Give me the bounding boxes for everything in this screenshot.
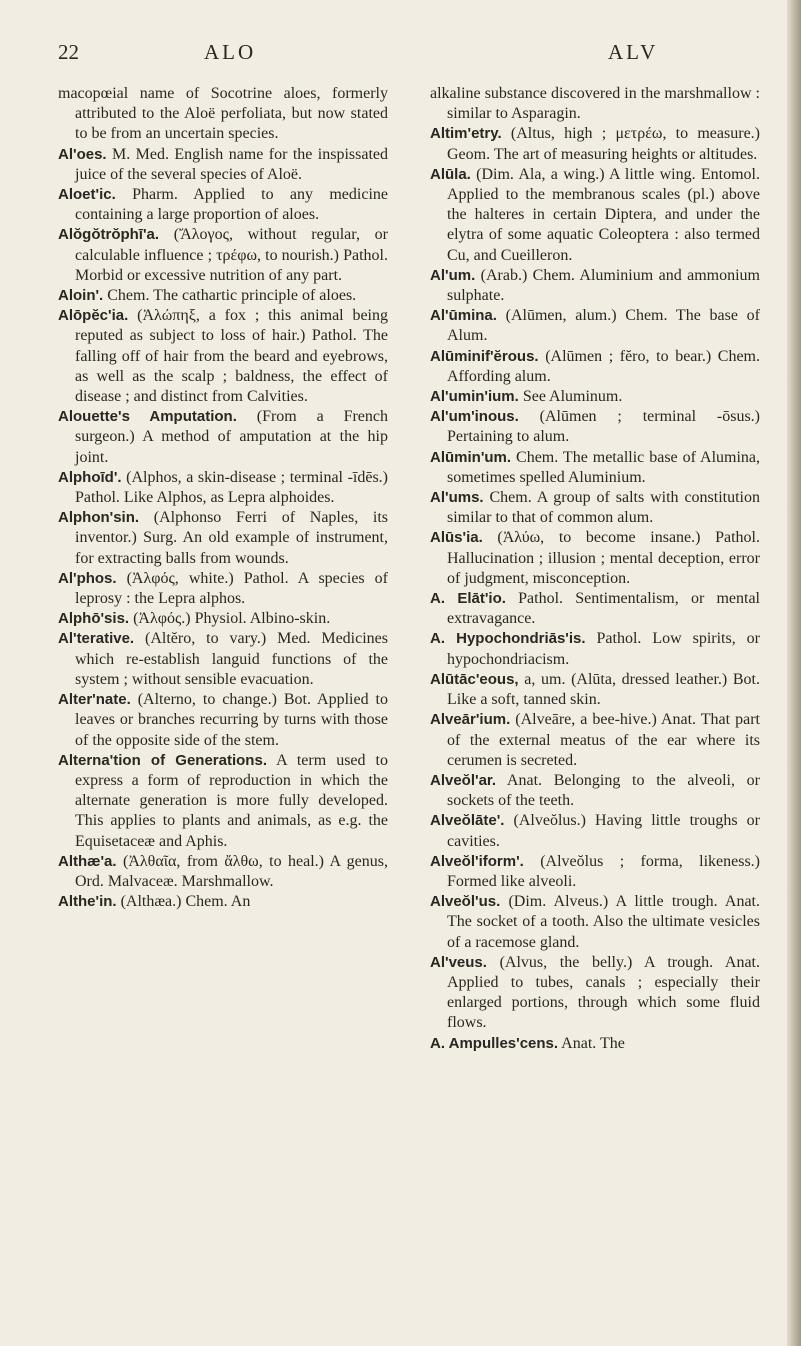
definition: (Alvus, the belly.) A trough. Anat. Applied to tubes, canals ; especially their enlarged portions, through which some fluid flows. [447, 953, 760, 1032]
headword: Al'umin'ium. [430, 388, 519, 406]
dictionary-entry [430, 852, 760, 892]
headword: Alphon'sin. [58, 509, 140, 527]
dictionary-entry [430, 165, 760, 266]
dictionary-entry [58, 690, 388, 751]
definition: M. Med. English name for the inspissated juice of the several species of Aloë. [75, 145, 388, 183]
headword: Aloin'. [58, 287, 104, 305]
definition: alkaline substance discovered in the marshmallow : similar to Asparagin. [430, 85, 760, 123]
dictionary-entry [58, 508, 388, 569]
definition: (Dim. Ala, a wing.) A little wing. Entomol. Applied to the membranous scales (pl.) above the halteres in certain Diptera, and under the elytra of some aquatic Coleoptera : also termed Cu, and Cueilleron. [447, 165, 760, 264]
definition: (Alūmen, alum.) Chem. The base of Alum. [447, 307, 760, 345]
dictionary-entry [430, 306, 760, 346]
definition: (Arab.) Chem. Aluminium and ammonium sulphate. [447, 266, 760, 305]
headword: Alveŏl'ar. [430, 771, 497, 789]
dictionary-entry [430, 589, 760, 629]
left-column [58, 84, 388, 912]
dictionary-entry [430, 124, 760, 164]
dictionary-entry [430, 266, 760, 306]
definition: Chem. The cathartic principle of aloes. [103, 287, 357, 305]
dictionary-entry [58, 306, 388, 407]
definition: (Alveŏlus.) Having little troughs or cavities. [447, 812, 760, 850]
definition: (Alphonso Ferri of Naples, its inventor.) Surg. An old example of instrument, for extracting balls from wounds. [75, 509, 388, 567]
definition: (Althæa.) Chem. An [116, 893, 251, 911]
headword: Alūminif'ĕrous. [430, 347, 539, 365]
definition: Chem. A group of salts with constitution similar to that of common alum. [447, 489, 760, 527]
dictionary-entry [430, 710, 760, 771]
definition: (Ἄλογος, without regular, or calculable influence ; τρέφω, to nourish.) Pathol. Morbid or excessive nutrition of any part. [75, 226, 388, 284]
dictionary-entry [430, 528, 760, 589]
definition: (Altus, high ; μετρέω, to measure.) Geom. The art of measuring heights or altitudes. [447, 125, 760, 163]
headword: Al'veus. [430, 953, 487, 971]
dictionary-entry [58, 751, 388, 852]
definition: (Alveāre, a bee-hive.) Anat. That part of the external meatus of the ear where its cerumen is secreted. [447, 711, 760, 769]
definition: (Ἀλθαῖα, from ἄλθω, to heal.) A genus, Ord. Malvaceæ. Marshmallow. [75, 852, 388, 890]
page-number: 22 [58, 40, 79, 64]
headword: Alveŏl'iform'. [430, 852, 524, 870]
headword: A. Elāt'io. [430, 590, 506, 608]
definition: Anat. The [558, 1034, 625, 1052]
definition: (Altĕro, to vary.) Med. Medicines which re-establish languid functions of the system ; without sensible evacuation. [75, 630, 388, 688]
headword: Alōpĕc'ia. [58, 307, 129, 325]
headword: Alŏgŏtrŏphī'a. [58, 226, 160, 244]
definition: Chem. The metallic base of Alumina, sometimes spelled Aluminium. [447, 448, 760, 486]
headword: Alveŏl'us. [430, 893, 501, 911]
dictionary-entry [58, 629, 388, 690]
headword: Al'ums. [430, 489, 484, 507]
dictionary-entry [58, 569, 388, 609]
definition: (From a French surgeon.) A method of amputation at the hip joint. [75, 408, 388, 466]
dictionary-entry [430, 387, 760, 407]
dictionary-entry [430, 488, 760, 528]
definition: Anat. Belonging to the alveoli, or sockets of the teeth. [447, 771, 760, 810]
dictionary-entry [430, 629, 760, 669]
definition: (Alveŏlus ; forma, likeness.) Formed like alveoli. [447, 852, 760, 890]
page-edge [787, 0, 801, 1346]
guide-word-left: ALO [204, 40, 257, 64]
dictionary-entry [430, 953, 760, 1034]
dictionary-entry [430, 670, 760, 710]
dictionary-entry [430, 347, 760, 387]
headword: Al'phos. [58, 569, 117, 587]
headword: Alūs'ia. [430, 529, 483, 547]
dictionary-entry [430, 771, 760, 811]
definition: Pathol. Low spirits, or hypochondriacism. [447, 630, 760, 668]
definition: Pharm. Applied to any medicine containing a large proportion of aloes. [75, 186, 388, 224]
headword: Althe'in. [58, 893, 117, 911]
definition: See Aluminum. [518, 388, 623, 406]
dictionary-entry [58, 852, 388, 892]
definition: (Alūmen ; terminal -ōsus.) Pertaining to alum. [447, 408, 760, 446]
headword: Alouette's Amputation. [58, 408, 237, 426]
dictionary-entry [430, 811, 760, 851]
right-column [430, 84, 760, 1054]
definition: macopœial name of Socotrine aloes, formerly attributed to the Aloë perfoliata, but now stated to be from an uncertain species. [58, 85, 388, 143]
dictionary-entry [58, 286, 388, 306]
headword: Althæ'a. [58, 852, 117, 870]
definition: A term used to express a form of reproduction in which the alternate generation is more fully developed. This applies to plants and animals, as e.g. the Equisetaceæ and Aphis. [75, 751, 388, 850]
dictionary-entry [58, 145, 388, 185]
headword: Alveār'ium. [430, 711, 511, 729]
dictionary-entry [58, 892, 388, 912]
dictionary-entry [430, 84, 760, 124]
definition: (Dim. Alveus.) A little trough. Anat. The socket of a tooth. Also the ultimate vesicles of a racemose gland. [447, 893, 760, 951]
headword: Al'terative. [58, 630, 135, 648]
headword: A. Hypochondriās'is. [430, 630, 586, 648]
dictionary-entry [430, 448, 760, 488]
definition: a, um. (Alūta, dressed leather.) Bot. Like a soft, tanned skin. [447, 670, 760, 709]
headword: Al'um. [430, 266, 476, 284]
headword: Alveŏlāte'. [430, 812, 505, 830]
headword: A. Ampulles'cens. [430, 1034, 559, 1052]
page-header [58, 40, 762, 76]
dictionary-entry [430, 407, 760, 447]
dictionary-entry [58, 185, 388, 225]
headword: Alūmin'um. [430, 448, 512, 466]
headword: Altim'etry. [430, 125, 502, 143]
dictionary-entry [58, 225, 388, 286]
headword: Aloet'ic. [58, 186, 116, 204]
definition: (Alūmen ; fĕro, to bear.) Chem. Affording alum. [447, 347, 760, 385]
headword: Al'ūmina. [430, 307, 497, 325]
headword: Al'oes. [58, 145, 107, 163]
headword: Alphoīd'. [58, 468, 122, 486]
headword: Alterna'tion of Generations. [58, 751, 267, 769]
definition: (Alphos, a skin-disease ; terminal -īdēs.) Pathol. Like Alphos, as Lepra alphoides. [75, 468, 388, 507]
dictionary-entry [58, 468, 388, 508]
dictionary-entry [58, 84, 388, 145]
headword: Alter'nate. [58, 691, 131, 709]
definition: Pathol. Sentimentalism, or mental extravagance. [447, 590, 760, 628]
definition: (Ἀλφός.) Physiol. Albino-skin. [129, 610, 331, 628]
definition: (Ἀλφός, white.) Pathol. A species of leprosy : the Lepra alphos. [75, 569, 388, 608]
definition: (Ἀλύω, to become insane.) Pathol. Hallucination ; illusion ; mental deception, error of judgment, misconception. [447, 529, 760, 587]
headword: Alūtāc'eous, [430, 670, 519, 688]
headword: Al'um'inous. [430, 408, 519, 426]
headword: Alphō'sis. [58, 610, 130, 628]
definition: (Alterno, to change.) Bot. Applied to leaves or branches recurring by turns with those of the opposite side of the stem. [75, 691, 388, 749]
dictionary-entry [430, 1034, 760, 1054]
guide-word-right: ALV [608, 40, 659, 64]
dictionary-entry [58, 609, 388, 629]
definition: (Ἀλώπηξ, a fox ; this animal being reputed as subject to loss of hair.) Pathol. The falling off of hair from the beard and eyebrows, as well as the scalp ; baldness, the effect of disease ; and distinct from Calvities. [75, 307, 388, 406]
dictionary-entry [58, 407, 388, 468]
dictionary-entry [430, 892, 760, 953]
headword: Alūla. [430, 165, 471, 183]
